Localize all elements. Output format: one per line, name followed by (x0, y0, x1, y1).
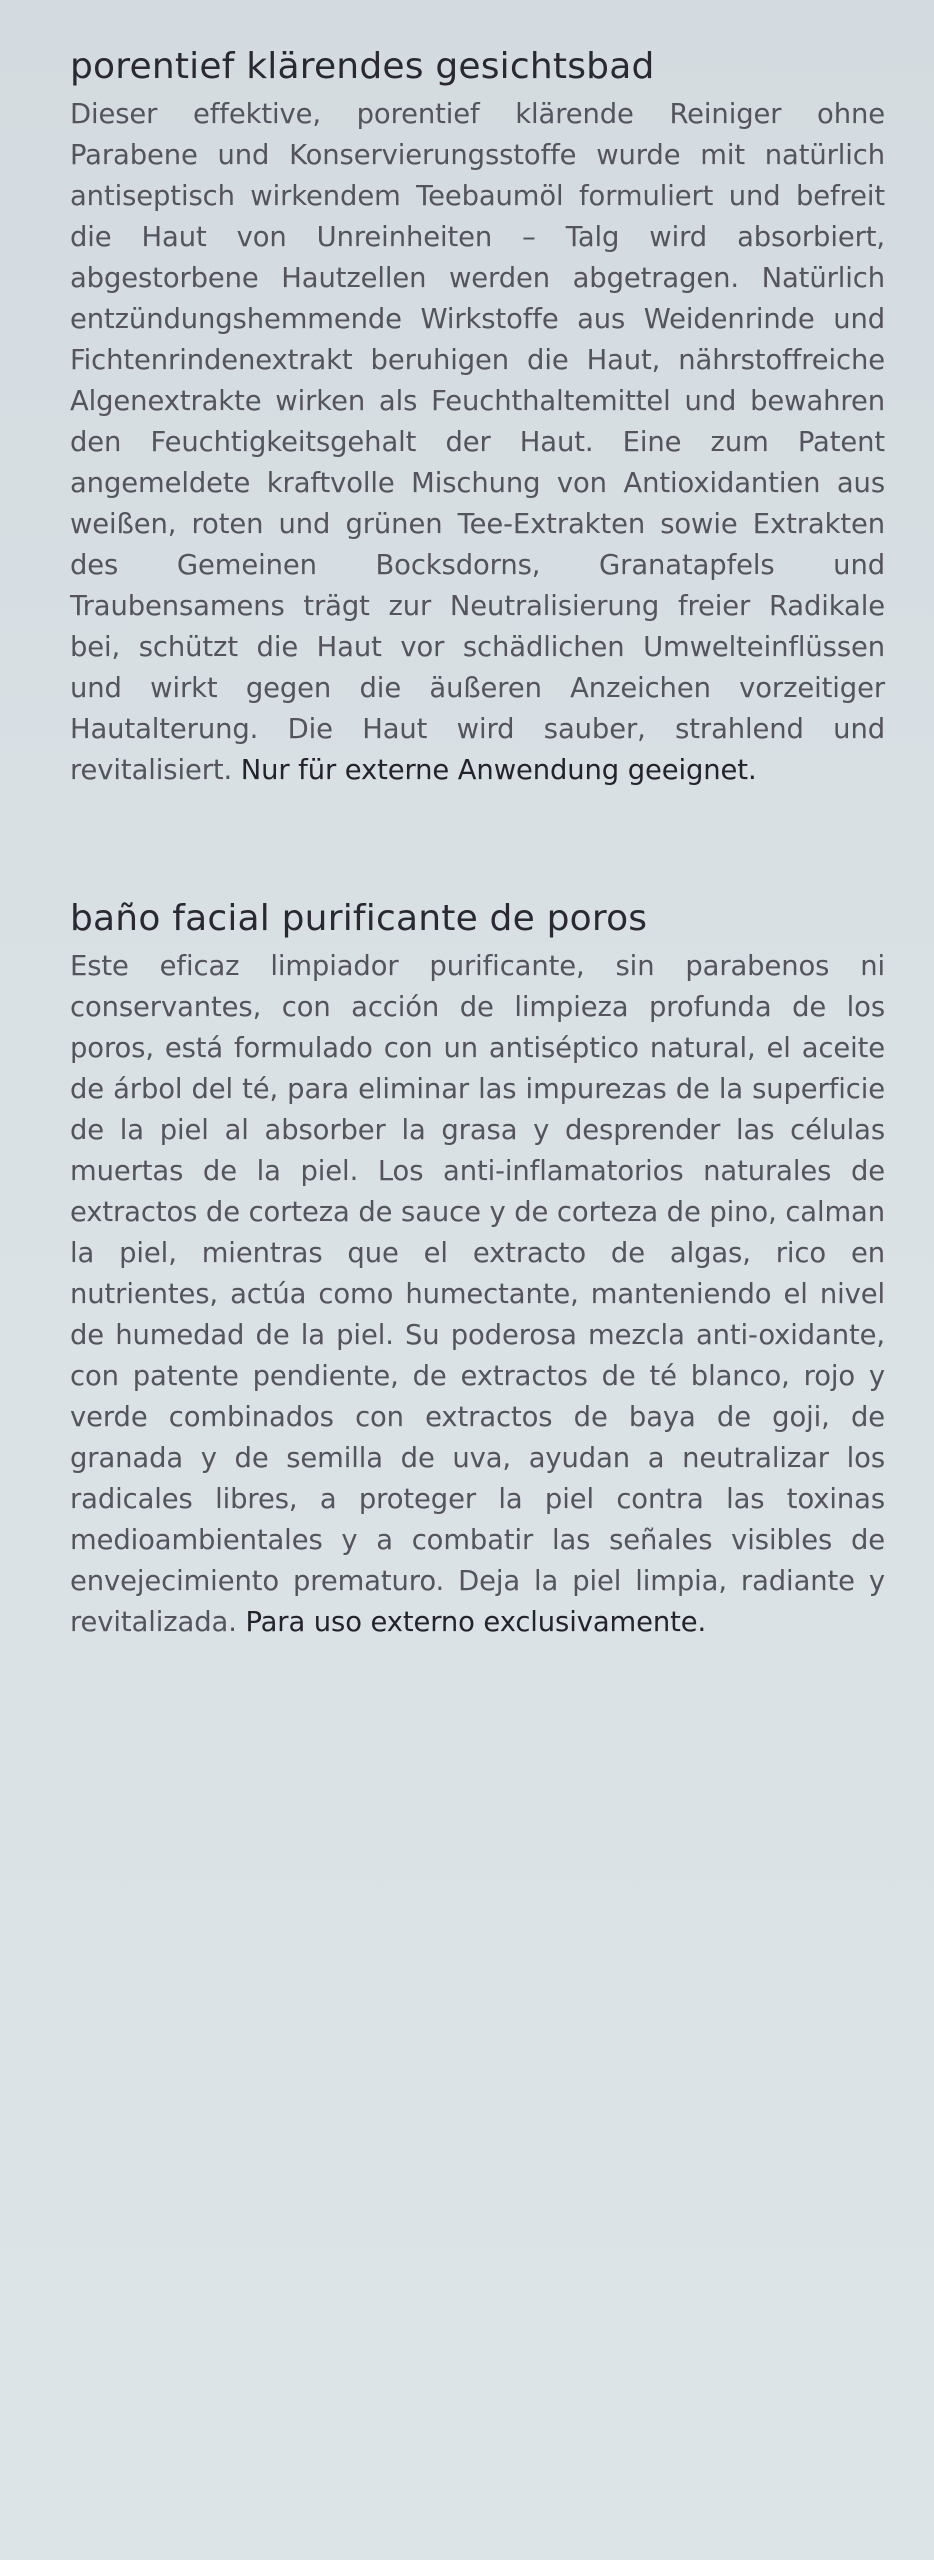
german-description (70, 94, 885, 791)
spanish-body-text: Este eficaz limpiador purificante, sin parabenos ni conservantes, con acción de limpieza profunda de los poros, está formulado con un antiséptico natural, el aceite de árbol del té, para eliminar las impurezas de la superficie de la piel al absorber la grasa y desprender las células muertas de la piel. Los anti-inflamatorios naturales de extractos de corteza de sauce y de corteza de pino, calman la piel, mientras que el extracto de algas, rico en nutrientes, actúa como humectante, manteniendo el nivel de humedad de la piel. Su poderosa mezcla anti-oxidante, con patente pendiente, de extractos de té blanco, rojo y verde combinados con extractos de baya de goji, de granada y de semilla de uva, ayudan a neutralizar los radicales libres, a proteger la piel contra las toxinas medioambientales y a combatir las señales visibles de envejecimiento prematuro. Deja la piel limpia, radiante y revitalizada. (70, 951, 885, 1638)
spanish-usage-note: Para uso externo exclusivamente. (245, 1607, 707, 1638)
spanish-section (70, 896, 885, 1643)
spanish-title: baño facial purificante de poros (70, 898, 648, 939)
spanish-description (70, 946, 885, 1643)
german-section (70, 44, 885, 791)
german-usage-note: Nur für externe Anwendung geeignet. (240, 755, 757, 786)
german-body-text: Dieser effektive, porentief klärende Reiniger ohne Parabene und Konservierungsstoffe wurde mit natürlich antiseptisch wirkendem Teebaumöl formuliert und befreit die Haut von Unreinheiten – Talg wird absorbiert, abgestorbene Hautzellen werden abgetragen. Natürlich entzündungshemmende Wirkstoffe aus Weidenrinde und Fichtenrindenextrakt beruhigen die Haut, nährstoffreiche Algenextrakte wirken als Feuchthaltemittel und bewahren den Feuchtigkeitsgehalt der Haut. Eine zum Patent angemeldete kraftvolle Mischung von Antioxidantien aus weißen, roten und grünen Tee-Extrakten sowie Extrakten des Gemeinen Bocksdorns, Granatapfels und Traubensamens trägt zur Neutralisierung freier Radikale bei, schützt die Haut vor schädlichen Umwelteinflüssen und wirkt gegen die äußeren Anzeichen vorzeitiger Hautalterung. Die Haut wird sauber, strahlend und revitalisiert. (70, 99, 885, 786)
german-title: porentief klärendes gesichtsbad (70, 46, 655, 87)
